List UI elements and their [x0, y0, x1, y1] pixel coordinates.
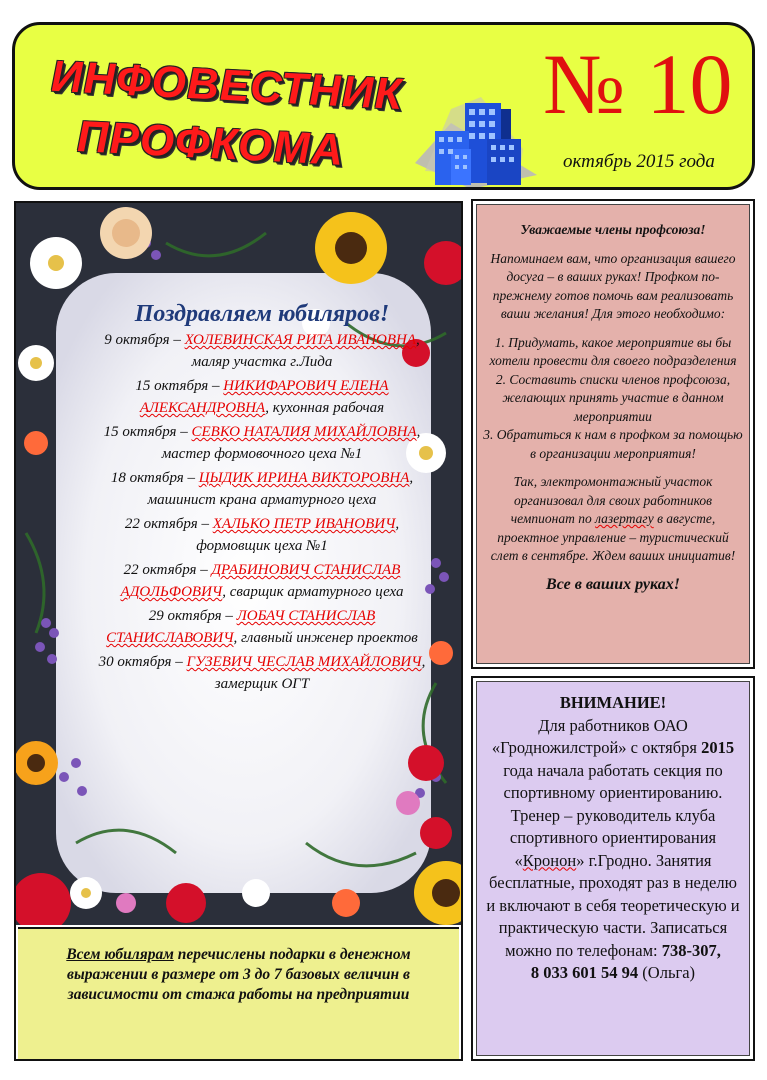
appeal-heading: Уважаемые члены профсоюза!: [520, 222, 706, 237]
newsletter-title-line2: ПРОФКОМА: [77, 112, 344, 175]
jubilee-date: 22 октября –: [124, 516, 209, 532]
appeal-example-part1: Так, электромонтажный участок организовал для своих работников чемпионат по: [510, 474, 713, 526]
notice-club: Кронон: [522, 850, 577, 870]
jubilee-entry: [92, 421, 432, 465]
jubilee-entry: [92, 559, 432, 603]
appeal-step: 1. Придумать, какое мероприятие вы бы хотели провести для своего подразделения: [489, 334, 737, 368]
jubilee-date: 15 октября –: [103, 424, 188, 440]
jubilee-name: ХОЛЕВИНСКАЯ РИТА ИВАНОВНА: [184, 332, 417, 348]
jubilees-panel: [14, 201, 463, 1061]
appeal-step: 3. Обратиться к нам в профком за помощью в организации мероприятия!: [483, 427, 743, 461]
notice-text-part1: Для работников ОАО «Гродножилстрой» с октября: [491, 715, 702, 757]
appeal-slogan: Все в ваших руках!: [546, 575, 680, 593]
jubilee-entry: [92, 375, 432, 419]
jubilee-role: , главный инженер проектов: [233, 630, 418, 646]
buildings-logo-icon: [411, 79, 541, 190]
jubilee-name: ЛОБАЧ СТАНИСЛАВ СТАНИСЛАВОВИЧ: [106, 608, 376, 646]
jubilee-date: 18 октября –: [110, 470, 195, 486]
jubilee-name: ЦЫДИК ИРИНА ВИКТОРОВНА: [198, 470, 410, 486]
jubilee-entry: [92, 513, 432, 557]
jubilee-role: , сварщик арматурного цеха: [222, 584, 404, 600]
issue-number: № 10: [543, 36, 733, 132]
notice-content: [476, 681, 750, 1056]
jubilee-role: , формовщик цеха №1: [196, 516, 400, 554]
jubilee-name: ДРАБИНОВИЧ СТАНИСЛАВ АДОЛЬФОВИЧ: [120, 562, 401, 600]
jubilee-role: , кухонная рабочая: [265, 400, 385, 416]
jubilee-entry: [92, 605, 432, 649]
jubilee-date: 15 октября –: [135, 378, 220, 394]
notice-year: 2015: [701, 738, 735, 757]
jubilee-date: 30 октября –: [98, 654, 183, 670]
jubilee-entry: [92, 651, 432, 695]
header-banner: [12, 22, 755, 190]
jubilee-date: 9 октября –: [104, 332, 181, 348]
notice-contact: (Ольга): [642, 963, 696, 982]
jubilee-name: ХАЛЬКО ПЕТР ИВАНОВИЧ: [212, 516, 396, 532]
notice-phone2: 8 033 601 54 94: [530, 963, 639, 982]
jubilee-name: СЕВКО НАТАЛИЯ МИХАЙЛОВНА: [191, 424, 417, 440]
notice-text-part2: года начала работать секция по спортивному ориентированию. Тренер – руководитель клуба спортивного ориентирования «: [503, 760, 723, 870]
jubilee-name: ГУЗЕВИЧ ЧЕСЛАВ МИХАЙЛОВИЧ: [186, 654, 422, 670]
appeal-intro: Напоминаем вам, что организация вашего досуга – в ваших руках! Профком по- прежнему готов помочь вам реализовать ваши желания! Для этого необходимо:: [490, 250, 736, 321]
jubilee-role: , машинист крана арматурного цеха: [147, 470, 414, 508]
jubilees-title: Поздравляем юбиляров!: [134, 301, 390, 327]
appeal-example-link: лазертагу: [595, 511, 654, 526]
jubilee-role: , мастер формовочного цеха №1: [161, 424, 421, 462]
gift-note-lead: Всем юбилярам: [66, 946, 174, 963]
jubilee-entry: [92, 467, 432, 511]
jubilee-entry: [92, 329, 432, 373]
appeal-example-part2: в августе, проектное управление – туристический слет в сентябре. Ждем ваших инициатив!: [490, 511, 736, 563]
notice-heading: ВНИМАНИЕ!: [559, 693, 667, 712]
issue-date: октябрь 2015 года: [563, 151, 715, 172]
newsletter-title-line1: ИНФОВЕСТНИК: [51, 51, 403, 120]
jubilees-list: [92, 303, 432, 697]
jubilee-date: 29 октября –: [148, 608, 233, 624]
jubilee-date: 22 октября –: [123, 562, 208, 578]
appeal-step: 2. Составить списки членов профсоюза, желающих принять участие в данном мероприятии: [495, 371, 731, 424]
notice-body: [485, 715, 741, 985]
jubilee-role: , замерщик ОГТ: [214, 654, 426, 692]
appeal-content: [476, 204, 750, 664]
appeal-panel: [471, 199, 755, 669]
notice-panel: [471, 676, 755, 1061]
notice-phone1: 738-307,: [661, 940, 721, 960]
jubilee-name: НИКИФАРОВИЧ ЕЛЕНА АЛЕКСАНДРОВНА: [139, 378, 389, 416]
jubilee-role: , маляр участка г.Лида: [191, 332, 420, 370]
appeal-example: [483, 473, 743, 566]
appeal-steps: [483, 334, 743, 464]
notice-text-part3: » г.Гродно. Занятия бесплатные, проходят раз в неделю и включают в себя теоретическую и практическую части. Записаться можно по телефонам:: [486, 850, 740, 960]
gift-note-text: перечислены подарки в денежном выражении в размере от 3 до 7 базовых величин в зависимости от стажа работы на предприятии: [67, 946, 411, 1003]
gift-note: [18, 927, 459, 1059]
